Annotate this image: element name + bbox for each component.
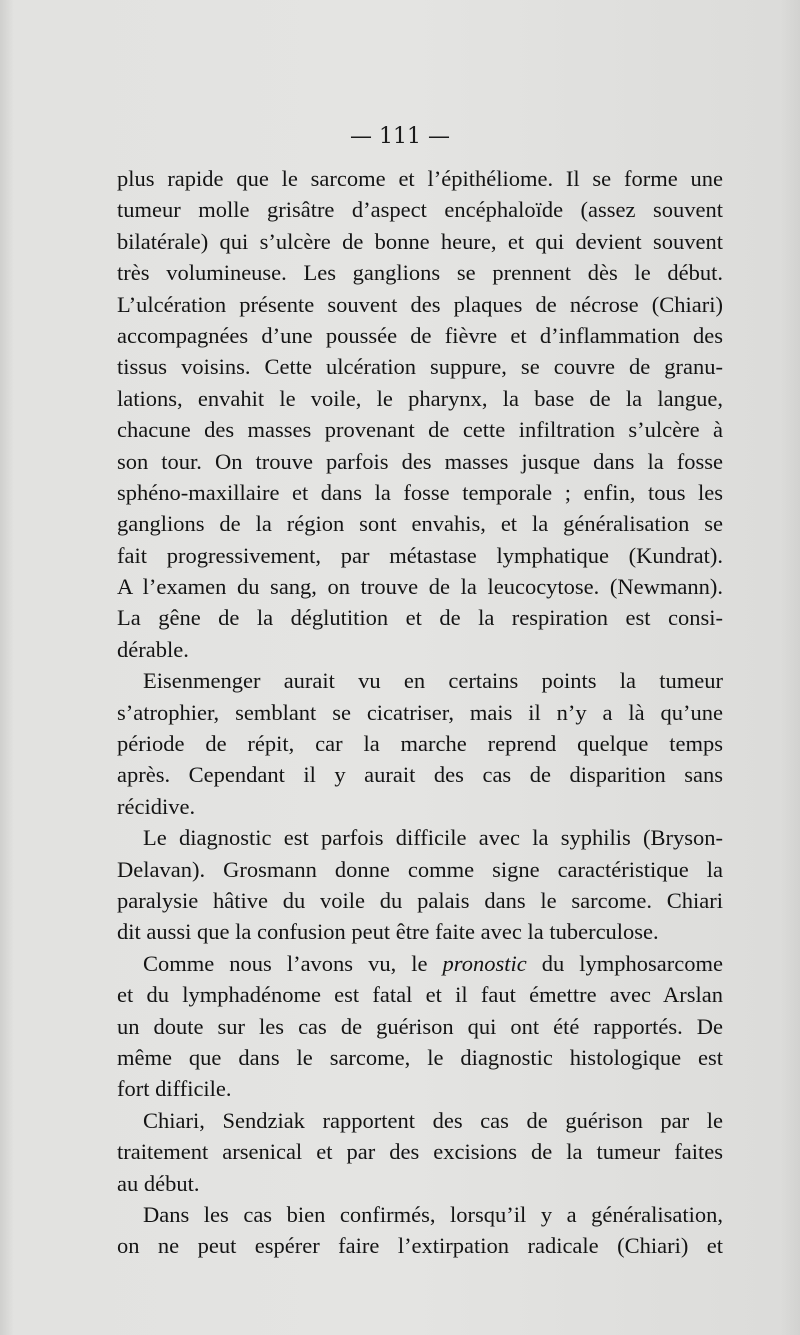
text-line: sphéno-maxillaire et dans la fosse temporale ; enfin, tous les xyxy=(117,479,723,505)
text-line: et du lymphadénome est fatal et il faut émettre avec Arslan xyxy=(117,982,723,1008)
text-line: un doute sur les cas de guérison qui ont été rapportés. De xyxy=(117,1013,723,1039)
text-line: son tour. On trouve parfois des masses jusque dans la fosse xyxy=(117,448,723,474)
text-line: au début. xyxy=(117,1170,200,1196)
text-line: Chiari, Sendziak rapportent des cas de guérison par le xyxy=(143,1107,723,1133)
text-line: récidive. xyxy=(117,793,196,819)
text-line: tumeur molle grisâtre d’aspect encéphaloïde (assez souvent xyxy=(117,197,723,223)
text-line: dérable. xyxy=(117,636,189,662)
text-line: A l’examen du sang, on trouve de la leucocytose. (Newmann). xyxy=(117,574,723,600)
body-text xyxy=(117,163,723,1262)
text-line: La gêne de la déglutition et de la respiration est consi- xyxy=(117,605,723,631)
text-line: s’atrophier, semblant se cicatriser, mais il n’y a là qu’une xyxy=(117,699,723,725)
text-segment: Comme nous l’avons vu, le xyxy=(143,950,443,976)
text-line: on ne peut espérer faire l’extirpation radicale (Chiari) et xyxy=(117,1233,723,1259)
text-line: tissus voisins. Cette ulcération suppure, se couvre de granu- xyxy=(117,354,723,380)
text-line: bilatérale) qui s’ulcère de bonne heure, et qui devient souvent xyxy=(117,228,723,254)
italic-term: pronostic xyxy=(442,950,527,976)
text-line: ganglions de la région sont envahis, et la généralisation se xyxy=(117,511,723,537)
text-line: Dans les cas bien confirmés, lorsqu’il y a généralisation, xyxy=(143,1201,723,1227)
text-line: lations, envahit le voile, le pharynx, la base de la langue, xyxy=(117,385,723,411)
text-line: dit aussi que la confusion peut être faite avec la tuberculose. xyxy=(117,919,659,945)
text-line: plus rapide que le sarcome et l’épithéliome. Il se forme une xyxy=(117,166,723,191)
text-line: chacune des masses provenant de cette infiltration s’ulcère à xyxy=(117,417,723,443)
text-line: période de répit, car la marche reprend quelque temps xyxy=(117,731,723,757)
text-line: traitement arsenical et par des excisions de la tumeur faites xyxy=(117,1139,723,1165)
text-line: fait progressivement, par métastase lymphatique (Kundrat). xyxy=(117,542,723,568)
text-segment: du lymphosarcome xyxy=(526,950,723,976)
text-line: L’ulcération présente souvent des plaques de nécrose (Chiari) xyxy=(117,291,723,317)
text-line: accompagnées d’une poussée de fièvre et d’inflammation des xyxy=(117,322,723,348)
text-line: Le diagnostic est parfois difficile avec la syphilis (Bryson- xyxy=(143,825,723,851)
text-line xyxy=(117,948,723,979)
page-number: — 111 — xyxy=(350,124,450,149)
text-line: très volumineuse. Les ganglions se prennent dès le début. xyxy=(117,260,723,286)
text-line: fort difficile. xyxy=(117,1076,232,1102)
text-line: même que dans le sarcome, le diagnostic histologique est xyxy=(117,1044,723,1070)
text-line: paralysie hâtive du voile du palais dans le sarcome. Chiari xyxy=(117,887,723,913)
text-line: Delavan). Grosmann donne comme signe caractéristique la xyxy=(117,856,723,882)
text-line: après. Cependant il y aurait des cas de disparition sans xyxy=(117,762,723,788)
text-line: Eisenmenger aurait vu en certains points la tumeur xyxy=(143,668,723,694)
